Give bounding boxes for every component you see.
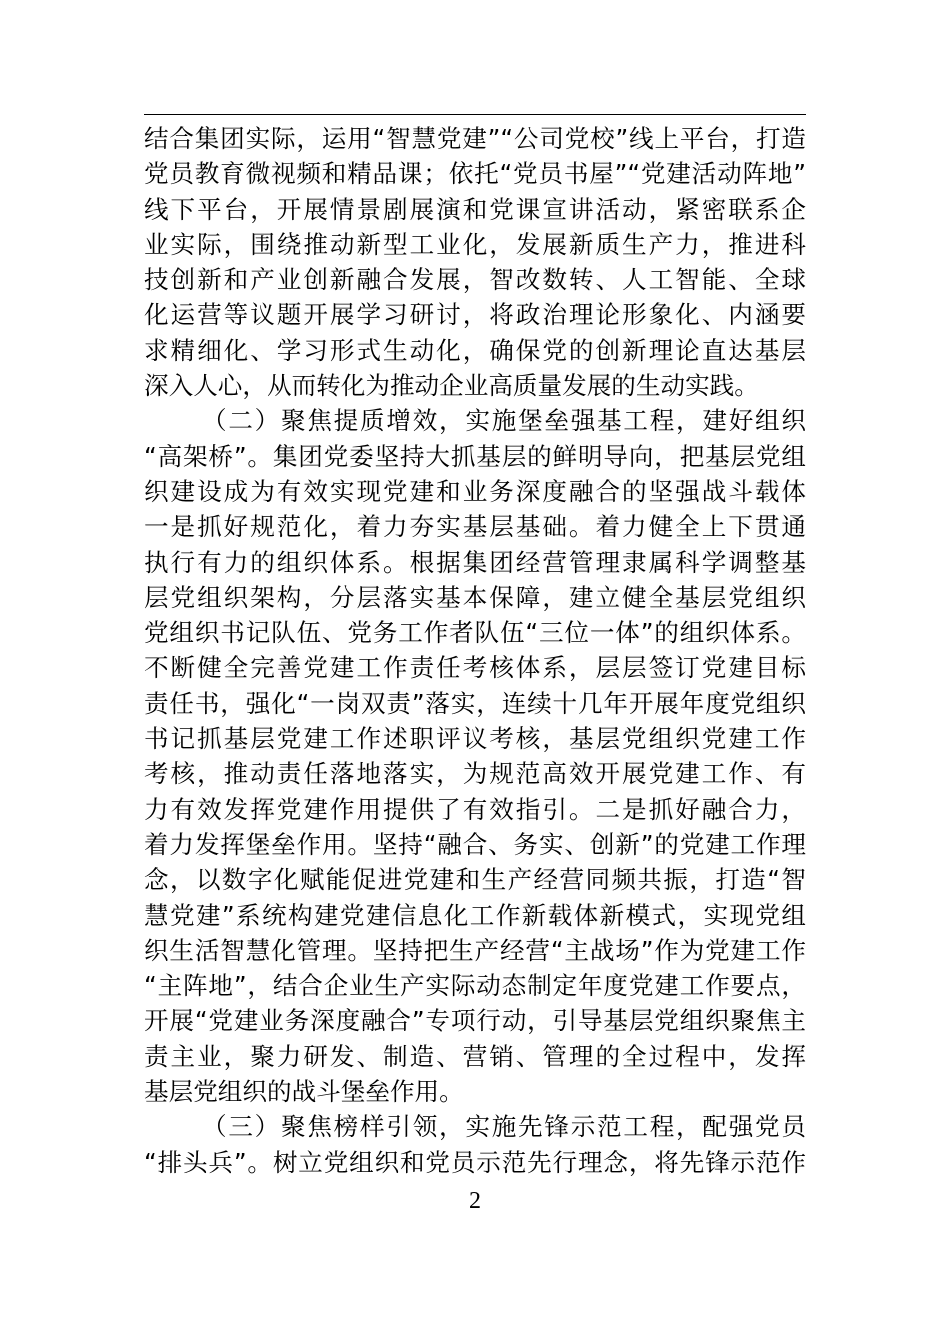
text-line: 基层党组织的战斗堡垒作用。	[144, 1077, 464, 1107]
text-line: 责主业，聚力研发、制造、营销、管理的全过程中，发挥	[144, 1041, 806, 1071]
text-line: 织生活智慧化管理。坚持把生产经营“主战场”作为党建工作	[144, 935, 806, 965]
text-line: 念，以数字化赋能促进党建和生产经营同频共振，打造“智	[144, 865, 806, 895]
text-line: “高架桥”。集团党委坚持大抓基层的鲜明导向，把基层党组	[144, 441, 806, 471]
text-line: 结合集团实际，运用“智慧党建”“公司党校”线上平台，打造	[144, 124, 806, 153]
text-line: 织建设成为有效实现党建和业务深度融合的坚强战斗载体	[144, 476, 806, 506]
text-line: 不断健全完善党建工作责任考核体系，层层签订党建目标	[144, 653, 806, 683]
text-line: 执行有力的组织体系。根据集团经营管理隶属科学调整基	[144, 547, 806, 577]
text-line: 党员教育微视频和精品课；依托“党员书屋”“党建活动阵地”	[144, 159, 806, 189]
text-line: 着力发挥堡垒作用。坚持“融合、务实、创新”的党建工作理	[144, 829, 806, 859]
text-line: 书记抓基层党建工作述职评议考核，基层党组织党建工作	[144, 724, 806, 754]
document-body	[144, 121, 806, 1180]
text-line: 一是抓好规范化，着力夯实基层基础。着力健全上下贯通	[144, 512, 806, 542]
text-line: 开展“党建业务深度融合”专项行动，引导基层党组织聚焦主	[144, 1006, 806, 1036]
text-line: “主阵地”，结合企业生产实际动态制定年度党建工作要点，	[144, 971, 806, 1001]
text-line: 党组织书记队伍、党务工作者队伍“三位一体”的组织体系。	[144, 618, 806, 648]
text-line: （二）聚焦提质增效，实施堡垒强基工程，建好组织	[202, 406, 806, 436]
text-line: 线下平台，开展情景剧展演和党课宣讲活动，紧密联系企	[144, 194, 806, 224]
page-number: 2	[469, 1188, 481, 1214]
text-line: 慧党建”系统构建党建信息化工作新载体新模式，实现党组	[144, 900, 806, 930]
text-line: 业实际，围绕推动新型工业化，发展新质生产力，推进科	[144, 229, 806, 259]
header-rule	[144, 114, 806, 115]
text-line: 力有效发挥党建作用提供了有效指引。二是抓好融合力，	[144, 794, 806, 824]
text-line: 责任书，强化“一岗双责”落实，连续十几年开展年度党组织	[144, 688, 806, 718]
text-line: 求精细化、学习形式生动化，确保党的创新理论直达基层	[144, 335, 806, 365]
text-line: 深入人心，从而转化为推动企业高质量发展的生动实践。	[144, 371, 759, 401]
text-line: 技创新和产业创新融合发展，智改数转、人工智能、全球	[144, 265, 806, 295]
text-line: 化运营等议题开展学习研讨，将政治理论形象化、内涵要	[144, 300, 806, 330]
text-line: 层党组织架构，分层落实基本保障，建立健全基层党组织	[144, 582, 806, 612]
text-line: 考核，推动责任落地落实，为规范高效开展党建工作、有	[144, 759, 806, 789]
text-line: （三）聚焦榜样引领，实施先锋示范工程，配强党员	[202, 1112, 806, 1142]
text-line: “排头兵”。树立党组织和党员示范先行理念，将先锋示范作	[144, 1147, 806, 1177]
